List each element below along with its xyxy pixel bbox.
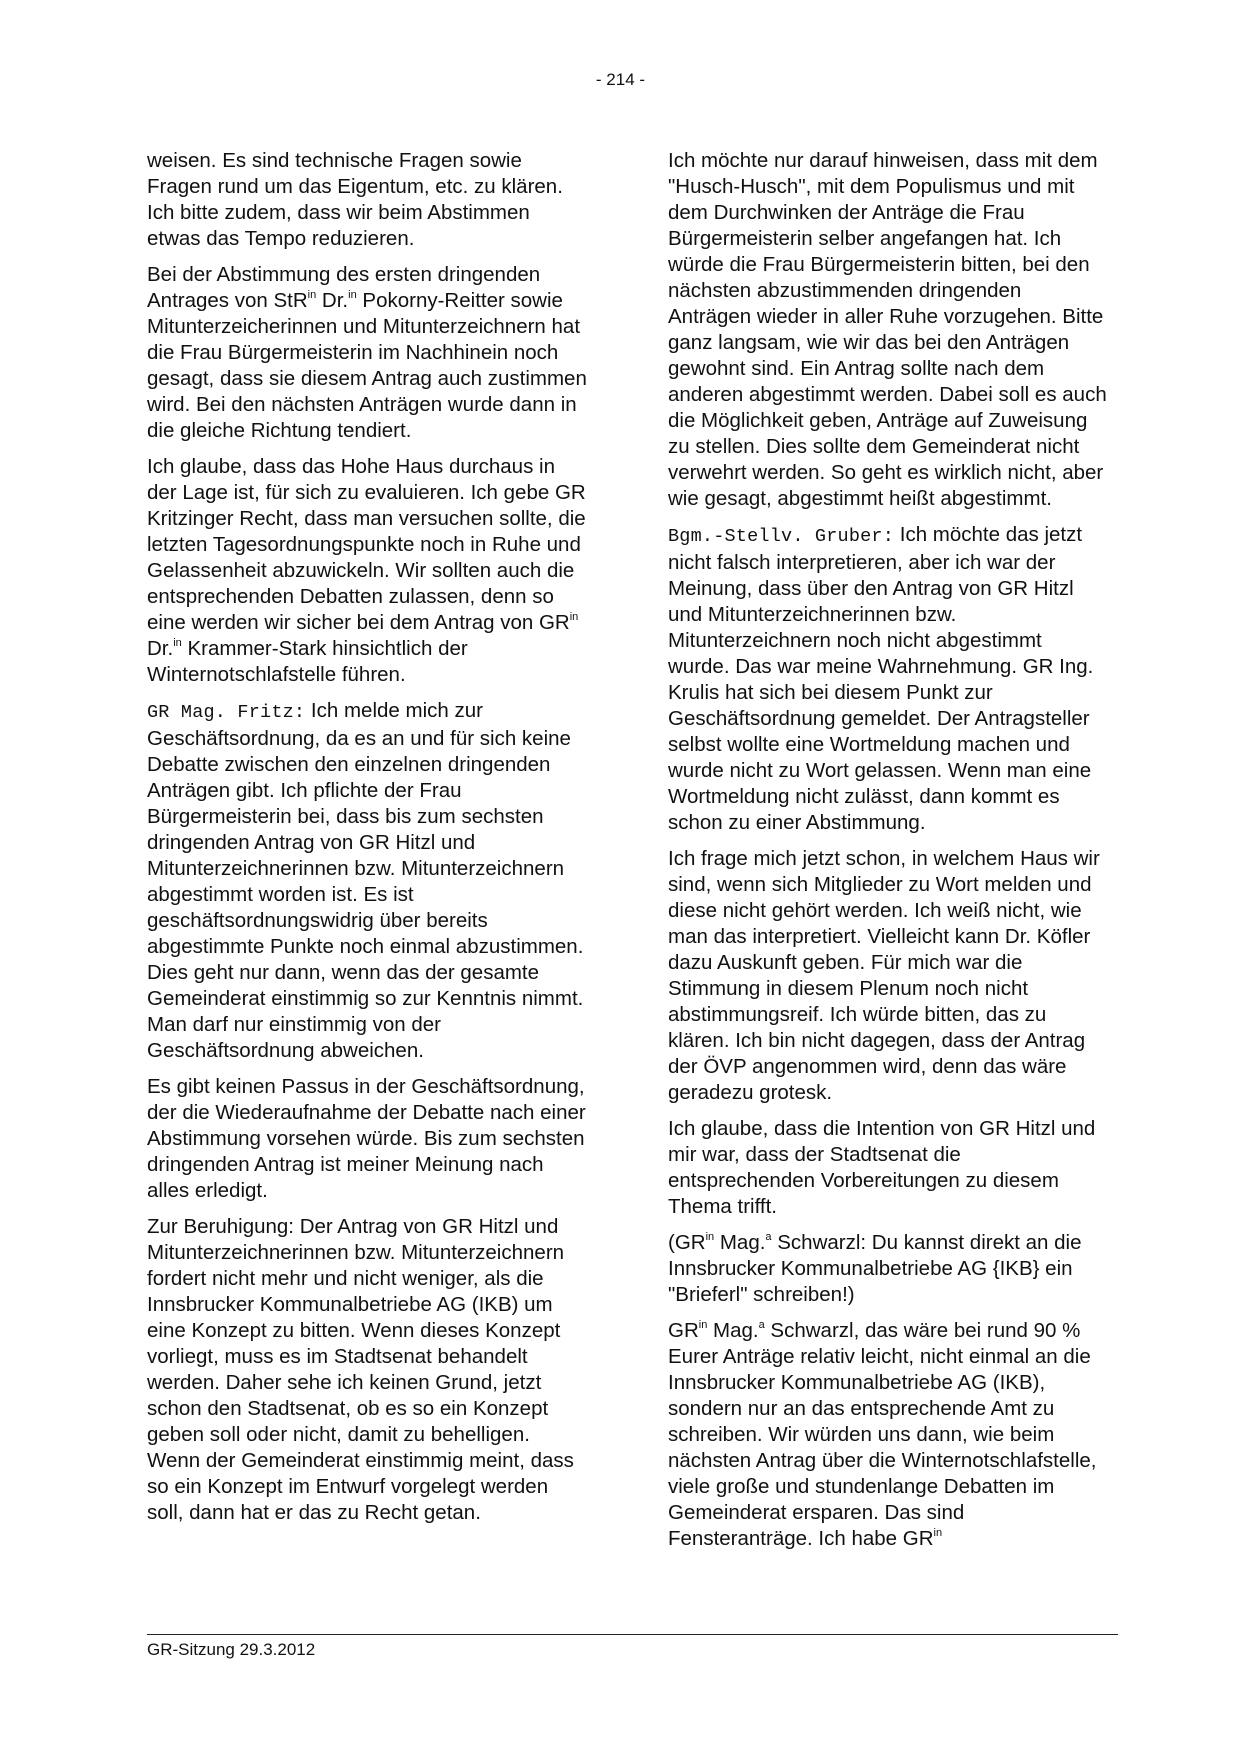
paragraph: Ich möchte nur darauf hinweisen, dass mit dem "Husch-Husch", mit dem Populismus und mit dem Durchwinken der Anträge die Frau Bürgermeisterin selber angefangen hat. Ich würde die Frau Bürgermeisterin bitten, bei den nächsten abzustimmenden dringenden Anträgen wieder in aller Ruhe vorzugehen. Bitte ganz langsam, wie wir das bei den Anträgen gewohnt sind. Ein Antrag sollte nach dem anderen abgestimmt werden. Dabei soll es auch die Möglichkeit geben, Anträge auf Zuweisung zu stellen. Dies sollte dem Gemeinderat nicht verwehrt werden. So geht es wirklich nicht, aber wie gesagt, abgestimmt heißt abgestimmt.	[668, 149, 1107, 510]
paragraph: Zur Beruhigung: Der Antrag von GR Hitzl und Mitunterzeichnerinnen bzw. Mitunterzeichnern fordert nicht mehr und nicht weniger, als die Innsbrucker Kommunalbetriebe AG (IKB) um eine Konzept zu bitten. Wenn dieses Konzept vorliegt, muss es im Stadtsenat behandelt werden. Daher sehe ich keinen Grund, jetzt schon den Stadtsenat, ob es so ein Konzept geben soll oder nicht, damit zu behelligen. Wenn der Gemeinderat einstimmig meint, dass so ein Konzept im Entwurf vorgelegt werden soll, dann hat er das zu Recht getan.	[147, 1215, 574, 1524]
footer-divider	[147, 1634, 1118, 1635]
paragraph: Ich frage mich jetzt schon, in welchem Haus wir sind, wenn sich Mitglieder zu Wort melden und diese nicht gehört werden. Ich weiß nicht, wie man das interpretiert. Vielleicht kann Dr. Köfler dazu Auskunft geben. Für mich war die Stimmung in diesem Plenum noch nicht abstimmungsreif. Ich würde bitten, das zu klären. Ich bin nicht dagegen, dass der Antrag der ÖVP angenommen wird, denn das wäre geradezu grotesk.	[668, 847, 1100, 1104]
paragraph: Bgm.-Stellv. Gruber: Ich möchte das jetzt nicht falsch interpretieren, aber ich war der Meinung, dass über den Antrag von GR Hitzl und Mitunterzeichnerinnen bzw. Mitunterzeichnern noch nicht abgestimmt wurde. Das war meine Wahrnehmung. GR Ing. Krulis hat sich bei diesem Punkt zur Geschäftsordnung gemeldet. Der Antragsteller selbst wollte eine Wortmeldung machen und wurde nicht zu Wort gelassen. Wenn man eine Wortmeldung nicht zulässt, dann kommt es schon zu einer Abstimmung.	[668, 523, 1094, 834]
paragraph: $GR^{in}$ Mag.$^a$ Schwarzl, das wäre bei rund 90 % Eurer Anträge relativ leicht, nicht einmal an die Innsbrucker Kommunalbetriebe AG (IKB), sondern nur an das entsprechende Amt zu schreiben. Wir würden uns dann, wie beim nächsten Antrag über die Winternotschlafstelle, viele große und stundenlange Debatten im Gemeinderat ersparen. Das sind Fensteranträge. Ich habe $GR^{in}$	[668, 1319, 1097, 1550]
speaker-name: Bgm.-Stellv. Gruber:	[668, 526, 895, 547]
interjection: ($GR^{in}$ Mag.$^a$ Schwarzl: Du kannst direkt an die Innsbrucker Kommunalbetriebe AG {IKB} ein "Brieferl" schreiben!)	[668, 1231, 1082, 1306]
paragraph: Es gibt keinen Passus in der Geschäftsordnung, der die Wiederaufnahme der Debatte nach einer Abstimmung vorsehen würde. Bis zum sechsten dringenden Antrag ist meiner Meinung nach alles erledigt.	[147, 1075, 586, 1202]
paragraph: GR Mag. Fritz: Ich melde mich zur Geschäftsordnung, da es an und für sich keine Debatte zwischen den einzelnen dringenden Anträgen gibt. Ich pflichte der Frau Bürgermeisterin bei, dass bis zum sechsten dringenden Antrag von GR Hitzl und Mitunterzeichnerinnen bzw. Mitunterzeichnern abgestimmt worden ist. Es ist geschäftsordnungswidrig über bereits abgestimmte Punkte noch einmal abzustimmen. Dies geht nur dann, wenn das der gesamte Gemeinderat einstimmig so zur Kenntnis nimmt. Man darf nur einstimmig von der Geschäftsordnung abweichen.	[147, 699, 584, 1062]
paragraph: Ich glaube, dass die Intention von GR Hitzl und mir war, dass der Stadtsenat die entsprechenden Vorbereitungen zu diesem Thema trifft.	[668, 1117, 1096, 1218]
paragraph: Ich glaube, dass das Hohe Haus durchaus in der Lage ist, für sich zu evaluieren. Ich gebe GR Kritzinger Recht, dass man versuchen sollte, die letzten Tagesordnungspunkte noch in Ruhe und Gelassenheit abzuwickeln. Wir sollten auch die entsprechenden Debatten zulassen, denn so eine werden wir sicher bei dem Antrag von $GR^{in}$ Dr.$^{in}$ Krammer-Stark hinsichtlich der Winternotschlafstelle führen.	[147, 455, 586, 686]
right-column	[668, 148, 1108, 1562]
paragraph: Bei der Abstimmung des ersten dringenden Antrages von StR$^{in}$ Dr.$^{in}$ Pokorny-Reitter sowie Mitunterzeicherinnen und Mitunterzeichnern hat die Frau Bürgermeisterin im Nachhinein noch gesagt, dass sie diesem Antrag auch zustimmen wird. Bei den nächsten Anträgen wurde dann in die gleiche Richtung tendiert.	[147, 263, 587, 442]
footer-session-date: GR-Sitzung 29.3.2012	[147, 1640, 316, 1659]
paragraph: weisen. Es sind technische Fragen sowie Fragen rund um das Eigentum, etc. zu klären. Ich bitte zudem, dass wir beim Abstimmen etwas das Tempo reduzieren.	[147, 149, 563, 250]
page-number: - 214 -	[595, 70, 646, 89]
speaker-name: GR Mag. Fritz:	[147, 702, 306, 723]
left-column	[147, 148, 587, 1536]
